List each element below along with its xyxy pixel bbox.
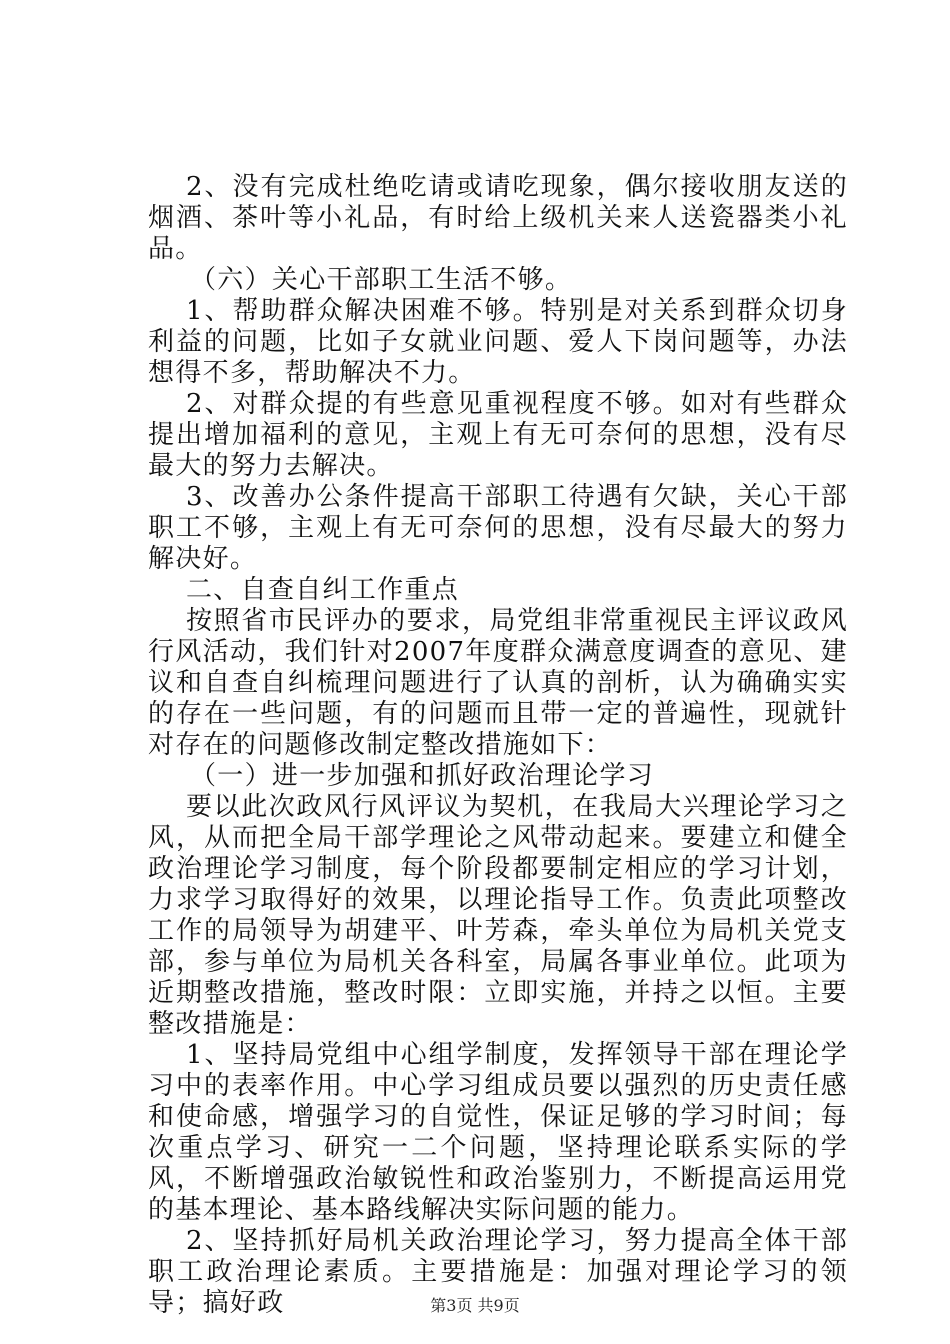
document-body <box>148 172 848 1319</box>
paragraph-item-1-central-group: 1、坚持局党组中心组学制度，发挥领导干部在理论学习中的表率作用。中心学习组成员要以强烈的历史责任感和使命感，增强学习的自觉性，保证足够的学习时间；每次重点学习、研究一二个问题，坚持理论联系实际的学风，不断增强政治敏锐性和政治鉴别力，不断提高运用党的基本理论、基本路线解决实际问题的能力。 <box>148 1040 848 1225</box>
page-number-footer: 第3页 共9页 <box>430 1296 520 1315</box>
paragraph-item-2-no-dining: 2、没有完成杜绝吃请或请吃现象，偶尔接收朋友送的烟酒、茶叶等小礼品，有时给上级机关来人送瓷器类小礼品。 <box>148 172 848 264</box>
paragraph-item-2-organ-study: 2、坚持抓好局机关政治理论学习，努力提高全体干部职工政治理论素质。主要措施是：加强对理论学习的领导；搞好政 <box>148 1226 848 1318</box>
paragraph-item-1-help-masses: 1、帮助群众解决困难不够。特别是对关系到群众切身利益的问题，比如子女就业问题、爱人下岗问题等，办法想得不多，帮助解决不力。 <box>148 296 848 388</box>
paragraph-item-3-office-conditions: 3、改善办公条件提高干部职工待遇有欠缺，关心干部职工不够，主观上有无可奈何的思想，没有尽最大的努力解决好。 <box>148 482 848 574</box>
subsection-heading-one: （一）进一步加强和抓好政治理论学习 <box>190 761 655 791</box>
section-heading-two: 二、自查自纠工作重点 <box>186 575 460 605</box>
paragraph-item-2-opinions: 2、对群众提的有些意见重视程度不够。如对有些群众提出增加福利的意见，主观上有无可奈何的思想，没有尽最大的努力去解决。 <box>148 389 848 481</box>
paragraph-requirements: 按照省市民评办的要求，局党组非常重视民主评议政风行风活动，我们针对2007年度群众满意度调查的意见、建议和自查自纠梳理问题进行了认真的剖析，认为确确实实的存在一些问题，有的问题而且带一定的普遍性，现就针对存在的问题修改制定整改措施如下： <box>148 606 848 760</box>
section-heading-six: （六）关心干部职工生活不够。 <box>190 265 573 295</box>
paragraph-theory-study: 要以此次政风行风评议为契机，在我局大兴理论学习之风，从而把全局干部学理论之风带动起来。要建立和健全政治理论学习制度，每个阶段都要制定相应的学习计划，力求学习取得好的效果，以理论指导工作。负责此项整改工作的局领导为胡建平、叶芳森，牵头单位为局机关党支部，参与单位为局机关各科室，局属各事业单位。此项为近期整改措施，整改时限：立即实施，并持之以恒。主要整改措施是： <box>148 792 848 1039</box>
